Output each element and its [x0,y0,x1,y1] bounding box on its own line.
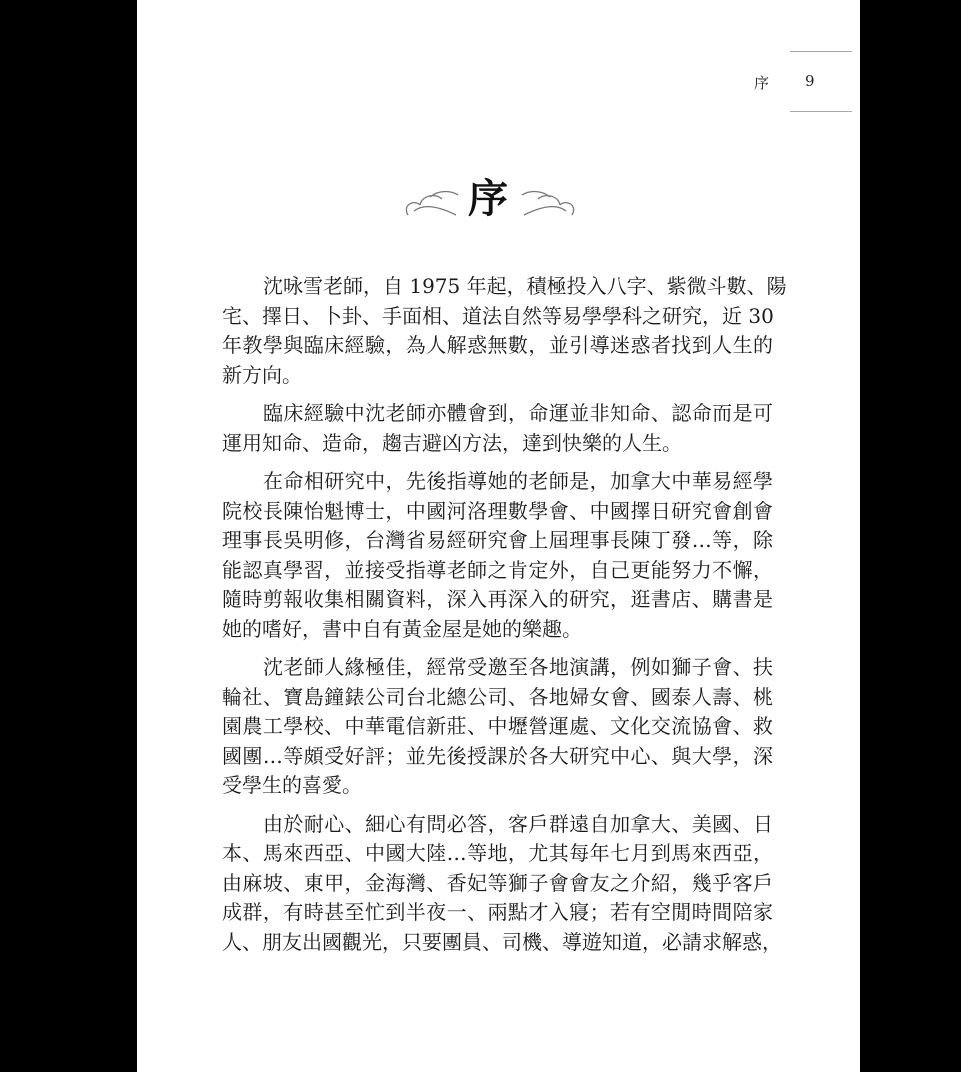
paragraph [222,399,773,458]
text-line: 理事長吳明修，台灣省易經研究會上屆理事長陳丁發…等，除 [222,528,773,552]
text-line: 受學生的喜愛。 [222,773,362,797]
chapter-title-block [400,175,580,225]
text-line: 成群，有時甚至忙到半夜一、兩點才入寢；若有空閒時間陪家 [222,900,773,924]
text-line: 由於耐心、細心有問必答，客戶群遠自加拿大、美國、日 [263,811,773,836]
text-line: 在命相研究中，先後指導她的老師是，加拿大中華易經學 [263,469,773,493]
preface-body [222,272,787,966]
book-page [137,0,860,1072]
paragraph [222,467,773,644]
right-cloud-ornament-icon [518,185,580,219]
paragraph [222,653,773,801]
chapter-title: 序 [468,175,508,222]
paragraph [222,272,787,390]
running-header-section: 序 [754,74,770,92]
text-line: 由麻坡、東甲，金海灣、香妃等獅子會會友之介紹，幾乎客戶 [222,870,773,895]
text-line: 新方向。 [222,362,302,387]
text-line: 沈咏雪老師，自 1975 年起，積極投入八字、紫微斗數、陽 [263,274,787,298]
header-rule-bottom [790,111,852,112]
text-line: 宅、擇日、卜卦、手面相、道法自然等易學學科之研究，近 30 [222,303,774,328]
text-line: 園農工學校、中華電信新莊、中壢營運處、文化交流協會、救 [222,714,773,738]
paragraph [222,810,782,958]
text-line: 國團…等頗受好評；並先後授課於各大研究中心、與大學，深 [222,743,773,768]
text-line: 臨床經驗中沈老師亦體會到，命運並非知命、認命而是可 [263,401,773,425]
text-line: 人、朋友出國觀光，只要團員、司機、導遊知道，必請求解惑， [222,929,782,954]
text-line: 能認真學習，並接受指導老師之肯定外，自己更能努力不懈， [222,557,773,582]
text-line: 運用知命、造命，趨吉避凶方法，達到快樂的人生。 [222,430,682,455]
text-line: 院校長陳怡魁博士，中國河洛理數學會、中國擇日研究會創會 [222,498,773,523]
text-line: 年教學與臨床經驗，為人解惑無數，並引導迷惑者找到人生的 [222,333,773,357]
text-line: 隨時剪報收集相關資料，深入再深入的研究，逛書店、購書是 [222,587,773,611]
text-line: 本、馬來西亞、中國大陸…等地，尤其每年七月到馬來西亞， [222,841,773,865]
page-number: 9 [805,72,815,90]
text-line: 輪社、寶島鐘錶公司台北總公司、各地婦女會、國泰人壽、桃 [222,684,773,709]
header-rule-top [790,51,852,52]
text-line: 她的嗜好，書中自有黃金屋是她的樂趣。 [222,616,582,641]
text-line: 沈老師人緣極佳，經常受邀至各地演講，例如獅子會、扶 [263,655,773,679]
left-cloud-ornament-icon [400,185,462,219]
